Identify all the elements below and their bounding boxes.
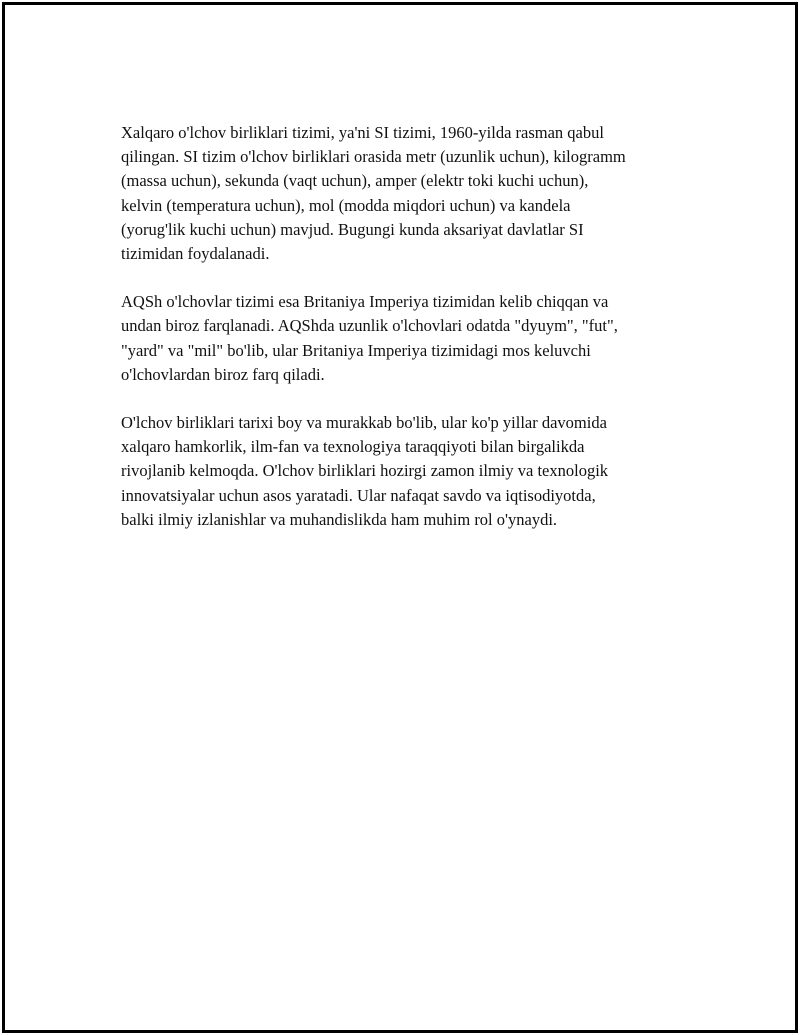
text-line: "yard" va "mil" bo'lib, ular Britaniya Imperiya tizimidagi mos keluvchi [121,340,591,360]
text-line: innovatsiyalar uchun asos yaratadi. Ular nafaqat savdo va iqtisodiyotda, [121,485,596,505]
text-line: o'lchovlardan biroz farq qiladi. [121,364,325,384]
text-line: kelvin (temperatura uchun), mol (modda miqdori uchun) va kandela [121,195,571,215]
text-line: qilingan. SI tizim o'lchov birliklari orasida metr (uzunlik uchun), kilogramm [121,147,626,167]
paragraph-si-system [121,121,701,266]
text-line: (yorug'lik kuchi uchun) mavjud. Bugungi kunda aksariyat davlatlar SI [121,219,584,239]
text-line: undan biroz farqlanadi. AQShda uzunlik o'lchovlari odatda "dyuym", "fut", [121,316,618,336]
text-line: rivojlanib kelmoqda. O'lchov birliklari hozirgi zamon ilmiy va texnologik [121,461,609,481]
text-line: O'lchov birliklari tarixi boy va murakkab bo'lib, ular ko'p yillar davomida [121,413,607,433]
text-line: Xalqaro o'lchov birliklari tizimi, ya'ni SI tizimi, 1960-yilda rasman qabul [121,123,604,142]
text-line: (massa uchun), sekunda (vaqt uchun), amper (elektr toki kuchi uchun), [121,171,589,191]
paragraph-us-system [121,290,701,387]
paragraph-history [121,411,701,532]
text-line: tizimidan foydalanadi. [121,244,270,264]
text-line: balki ilmiy izlanishlar va muhandislikda ham muhim rol o'ynaydi. [121,509,558,529]
document-body [121,121,701,556]
text-line: xalqaro hamkorlik, ilm-fan va texnologiya taraqqiyoti bilan birgalikda [121,437,585,457]
page-frame [2,2,798,1033]
text-line: AQSh o'lchovlar tizimi esa Britaniya Imperiya tizimidan kelib chiqqan va [121,292,609,312]
